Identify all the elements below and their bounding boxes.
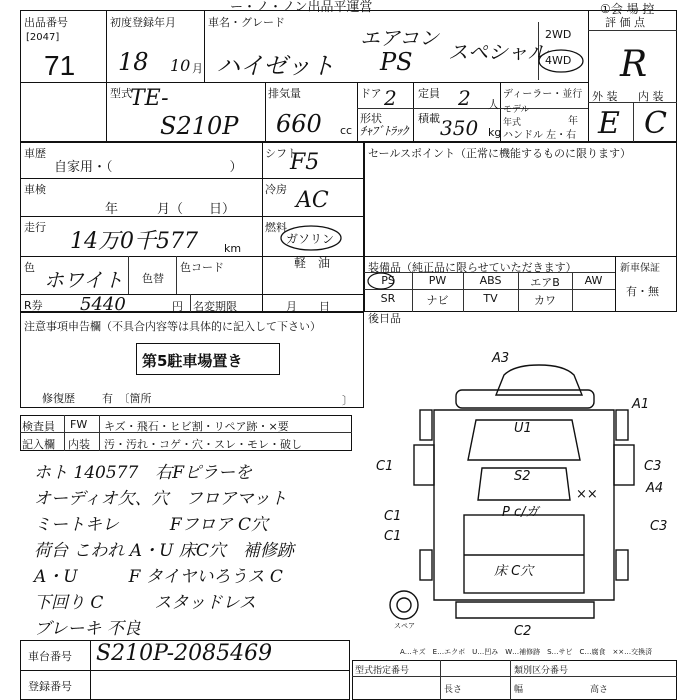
diagram-annotation: C2 [514,624,532,639]
diagram-annotation: C3 [650,519,668,534]
lot-number-label: 出品番号 [24,16,68,29]
shift-label: シフト [265,147,298,160]
sales-point-label: セールスポイント（正常に機能するものに限ります） [368,147,632,160]
diagram-bed [464,515,584,593]
grade-special: スペシャル [448,40,548,64]
fuel-diesel: 軽 油 [294,256,331,270]
score-value: R [620,44,648,85]
mileage-value: 14万0千577 [70,229,198,254]
name-change-value: 月 日 [286,300,330,313]
diagram-annotation: P c/ガ [502,505,539,520]
fuel-label: 燃料 [265,221,287,234]
repair-bracket-close: 〕 [342,394,353,407]
usage-label: 車歴 [24,147,46,160]
fuel-gasoline-circle [278,224,344,252]
diagram-annotation: C1 [384,509,402,524]
diagram-rear-bumper [456,602,594,618]
equip-abs: ABS [479,274,502,287]
handle-label: ハンドル 左・右 [503,130,577,141]
document-title-fragment: ー・ノ・ノン出品平運営 [230,0,373,15]
diagram-annotation: U1 [514,421,532,436]
drive-4wd: 4WD [545,54,572,67]
doors-value: 2 [384,86,397,110]
model-year-label: モデル年式 [503,105,530,128]
body-label: 形状 [360,112,382,125]
equip-pw: PW [428,274,447,287]
exterior-grade: E [598,106,620,141]
repair-history-value: 有 〔箇所 [102,392,152,405]
aircon-value: AC [296,188,329,213]
equip-sr: SR [380,292,396,305]
kg-unit: kg [488,126,502,139]
diagram-wheel [616,550,628,580]
capacity-value: 2 [458,86,471,110]
chassis-label: 車台番号 [28,650,72,663]
doors-label: ドア [360,87,382,100]
color-value: ホワイト [44,268,124,292]
displacement-label: 排気量 [268,87,301,100]
car-name-grade-label: 車名・グレード [208,16,285,29]
remark-line: 荷台 こわれ A・U 床C穴 補修跡 [34,541,294,561]
model-prefix: TE- [130,86,169,111]
month-unit: 月 [192,62,203,75]
post-delivery-label: 後日品 [368,312,401,325]
model-code: S210P [160,112,239,140]
diagram-annotation: C1 [376,459,394,474]
diagram-annotation: スペア [394,622,415,630]
remarks-block [34,460,364,642]
aircon-label: 冷房 [265,183,287,196]
inspection-value: 年 月（ 日） [105,202,236,217]
form-label-1: 型式指定番号 [355,666,410,676]
fuel-gasoline: ガソリン [286,232,335,246]
interior-checks: 汚・汚れ・コゲ・穴・スレ・モレ・破し [104,438,302,451]
car-damage-diagram [364,350,677,640]
remark-line: 下回り C スタッドレス [34,593,256,613]
exterior-label: 外 装 [592,90,618,103]
drive-2wd: 2WD [545,28,572,41]
diagram-annotation: C3 [644,459,662,474]
color-swap-label: 色替 [142,272,164,285]
form-label-5: 高さ [590,685,609,695]
score-label: 評 価 点 [605,16,645,29]
stamp-text: 第5駐車場置き [142,352,243,370]
km-unit: km [224,242,242,255]
name-change-label: 名変期限 [193,300,237,313]
lot-sub-code: [2047] [26,32,60,43]
cc-unit: cc [340,124,353,137]
remark-line: A・U F タイヤいろうス C [34,567,283,587]
shift-value: F5 [290,150,320,175]
entry-label: 記入欄 [22,438,55,451]
model-label: 型式 [110,87,132,100]
new-car-warranty-label: 新車保証 [620,263,660,274]
diagram-wheel [420,410,432,440]
equip-ps-circle [366,272,396,290]
chassis-number: S210P-2085469 [96,641,273,666]
equip-aw: AW [584,274,603,287]
form-label-3: 長さ [444,685,463,695]
color-code-label: 色コード [180,261,224,274]
interior-check-label: 内装 [68,438,90,451]
inspector-label: 検査員 [22,420,55,433]
drive-4wd-circle [536,48,586,74]
load-value: 350 [440,116,479,140]
diagram-spare-tire [390,591,418,619]
grade-aircon: エアコン [360,26,439,50]
recycle-value: 5440 [80,294,126,315]
mileage-label: 走行 [24,221,46,234]
recycle-label: R券 [24,299,43,312]
new-car-warranty-value: 有・無 [626,285,659,298]
person-unit: 人 [488,98,499,111]
damage-legend: A…キズ E…エクボ U…凹み W…補修跡 S…サビ C…腐食 ××…交換済 [400,648,653,656]
grade-ps: PS [380,48,413,76]
equip-leather: カワ [534,294,556,307]
remark-line: オーディオ欠、穴 フロアマット [34,489,287,509]
remark-line: ホト 140577 右Fピラーを [34,463,253,483]
venue-copy-label: ①会 場 控 [600,2,655,16]
load-label: 積載 [418,112,440,125]
yen-unit: 円 [172,300,183,313]
repair-history-label: 修復歴 [42,392,75,405]
car-name: ハイゼット [216,52,335,80]
diagram-left-door [414,445,434,485]
first-registration-year: 18 [118,48,149,76]
diagram-annotation: ×× [576,487,598,502]
diagram-annotation: C1 [384,529,402,544]
declaration-label: 注意事項申告欄（不具合内容等は具体的に記入して下さい） [24,320,321,333]
equip-ps: PS [381,274,395,287]
equip-navi: ナビ [426,294,449,307]
first-registration-month: 10 [170,56,191,75]
interior-grade: C [644,106,667,141]
remark-line: ミートキレ Fフロア C穴 [34,515,269,535]
equip-tv: TV [483,292,498,305]
inspection-label: 車検 [24,183,46,196]
diagram-annotation: 床 C穴 [494,564,534,579]
usage-value: 自家用・（ ） [54,160,243,175]
equipment-label: 装備品（純正品に限らせていただきます） [368,261,577,274]
displacement-value: 660 [276,110,322,138]
diagram-wheel [616,410,628,440]
color-label: 色 [24,261,35,274]
body-type: ﾁｬﾌﾞﾄﾗｯｸ [360,124,409,138]
diagram-annotation: S2 [514,469,531,484]
diagram-right-door [614,445,634,485]
capacity-label: 定員 [418,87,440,100]
form-label-2: 類別区分番号 [514,666,569,676]
model-year-unit: 年 [568,116,578,127]
fw-label: FW [70,418,88,431]
diagram-wheel [420,550,432,580]
diagram-annotation: A1 [632,397,650,412]
equip-airbag: エアB [530,276,560,289]
exterior-checks: キズ・飛石・ヒビ割・リペア跡・×要 [104,420,289,433]
registration-label: 登録番号 [28,680,72,693]
diagram-front-bumper [456,390,594,408]
lot-number: 71 [44,50,76,81]
dealer-label: ディーラー・並行 [503,89,583,100]
form-label-4: 幅 [514,685,524,695]
diagram-annotation: A3 [492,351,510,366]
remark-line: ブレーキ 不良 [34,619,141,639]
diagram-annotation: A4 [646,481,664,496]
interior-label: 内 装 [638,90,664,103]
first-registration-label: 初度登録年月 [110,16,176,29]
